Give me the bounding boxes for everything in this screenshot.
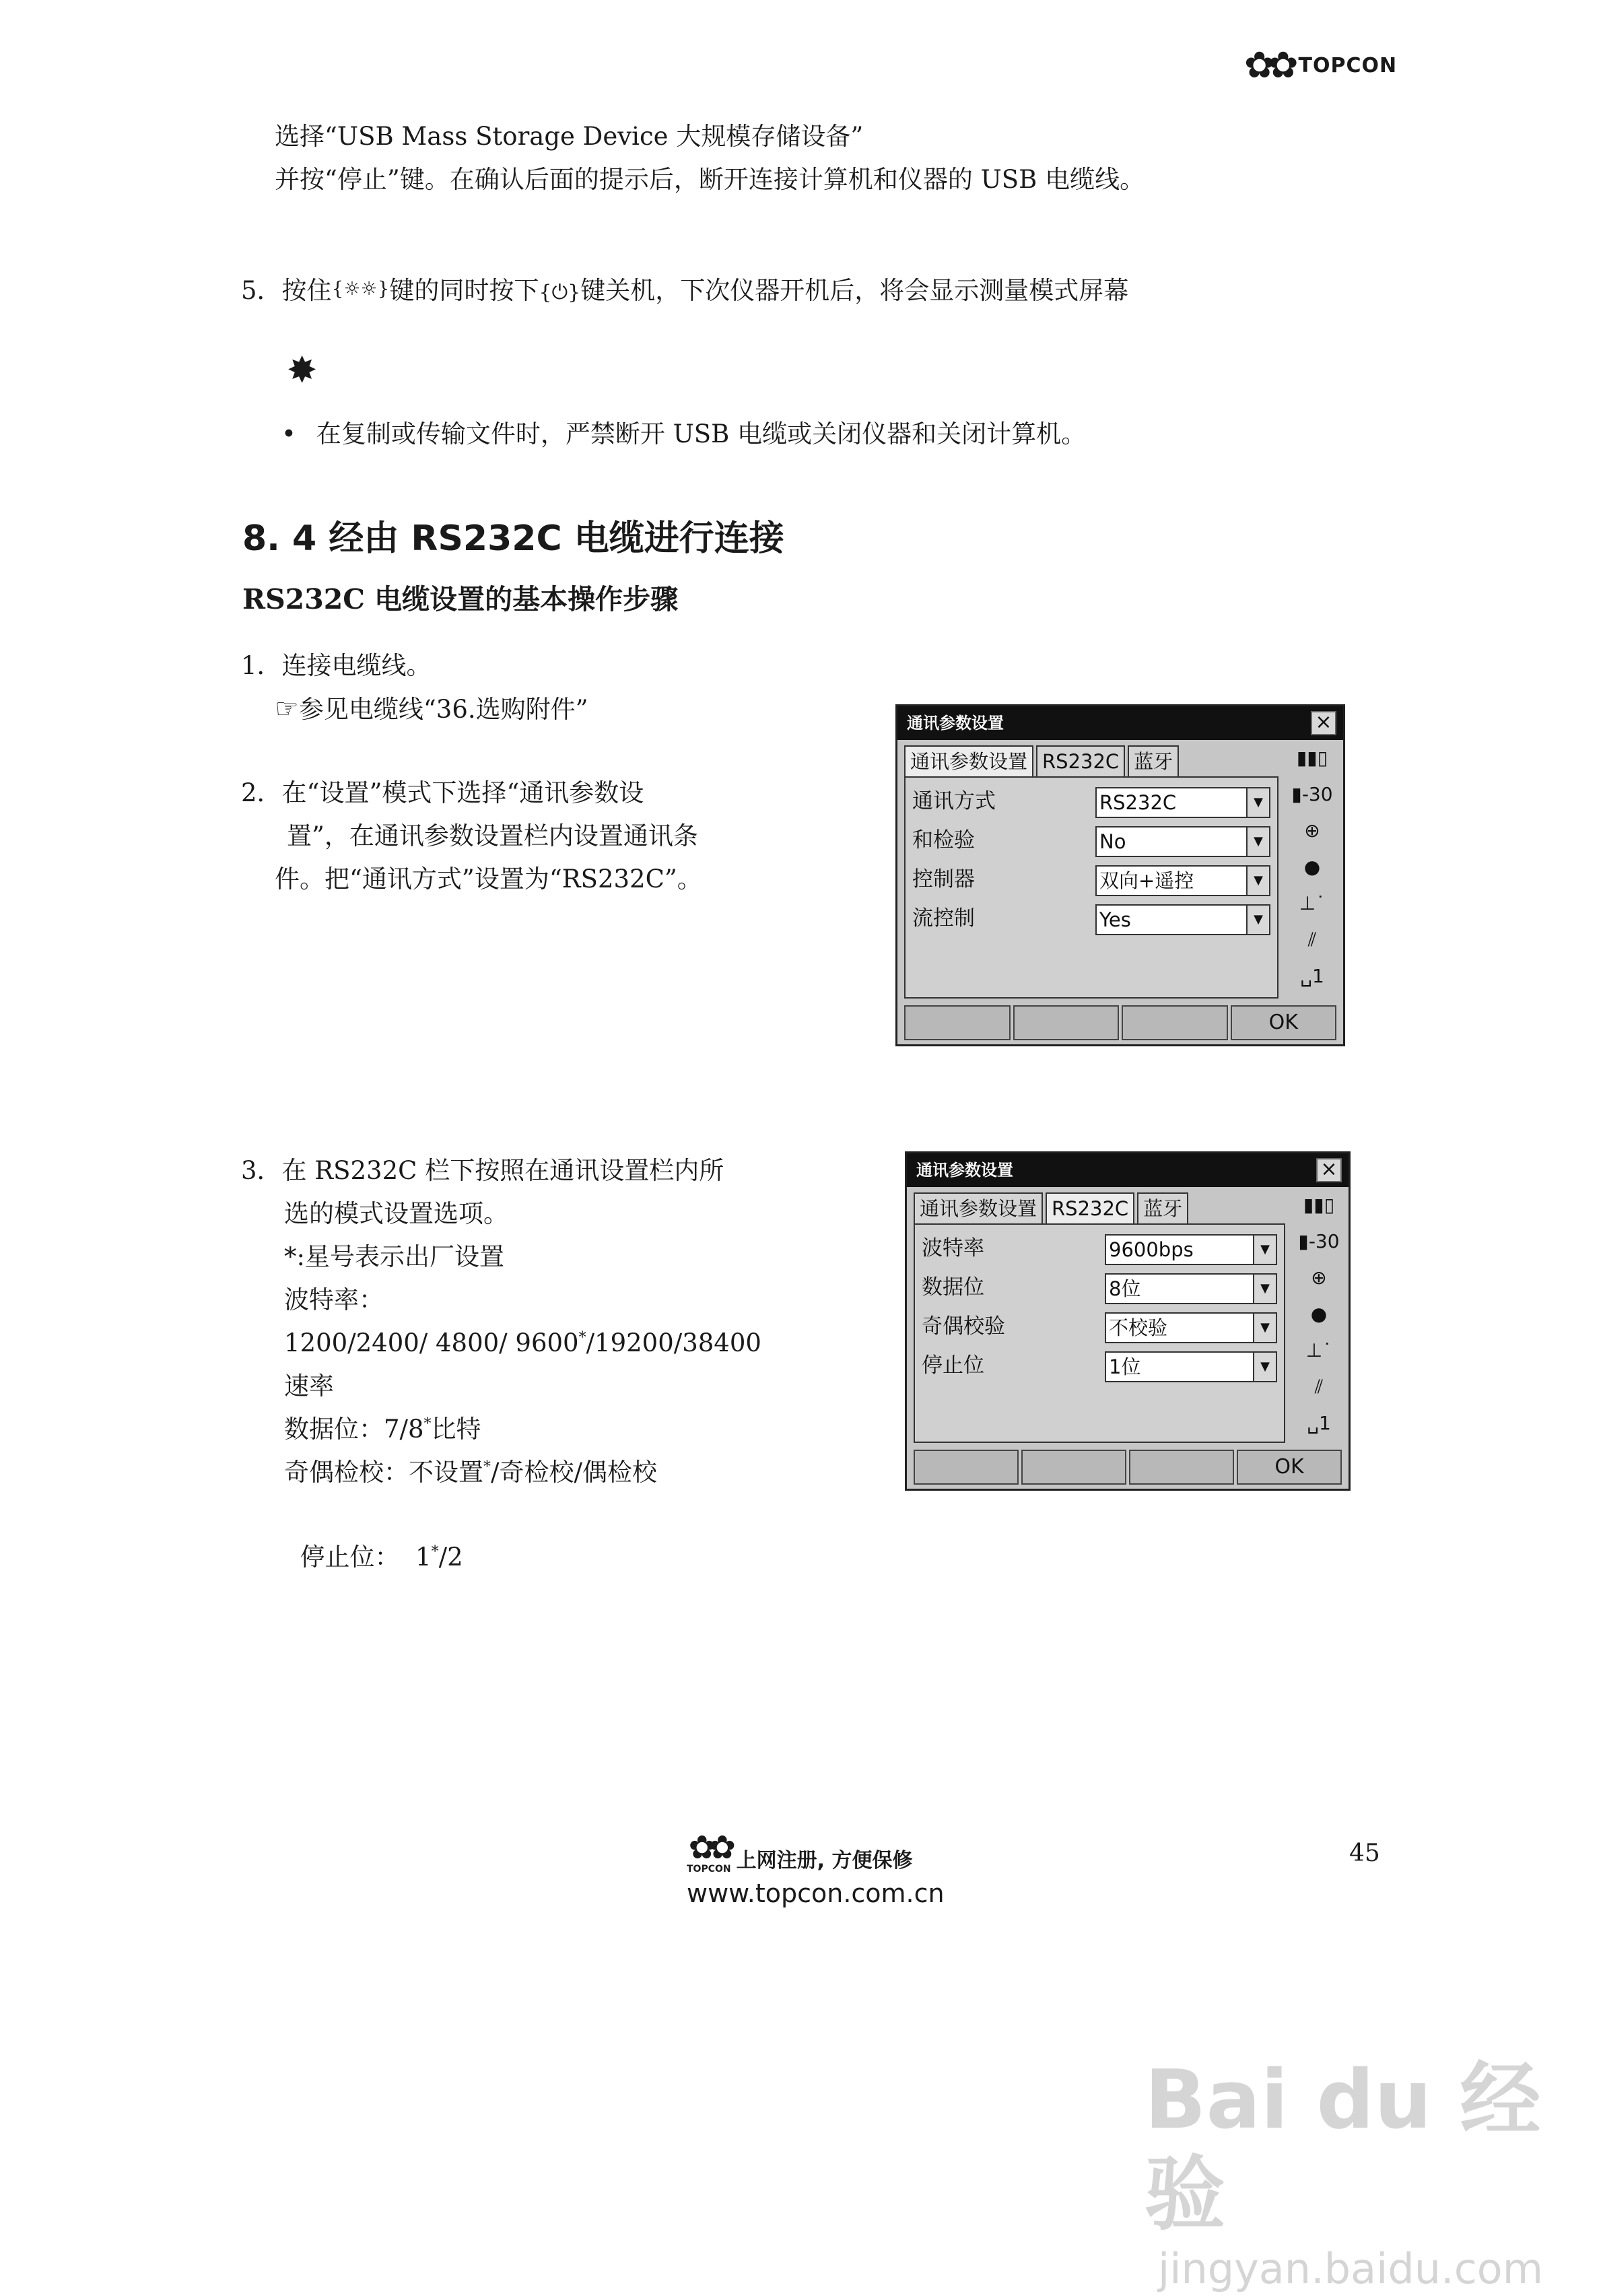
- stop-bit-select[interactable]: [1105, 1351, 1277, 1382]
- dropdown-arrow-icon[interactable]: ▼: [1253, 1275, 1276, 1303]
- default-star: *: [483, 1458, 491, 1476]
- close-icon[interactable]: ×: [1316, 1158, 1342, 1182]
- ok-button[interactable]: OK: [1231, 1005, 1337, 1040]
- data-bits-label: 数据位: [922, 1275, 984, 1299]
- stop-bit-value: 1位: [1109, 1355, 1141, 1378]
- footer-slogan: 上网注册, 方便保修: [736, 1849, 913, 1872]
- section-title: 8. 4 经由 RS232C 电缆进行连接: [242, 518, 784, 559]
- flow-control-label: 流控制: [912, 906, 975, 931]
- setting-row: [922, 1310, 1274, 1343]
- dropdown-arrow-icon[interactable]: ▼: [1246, 788, 1269, 817]
- page-number: 45: [1349, 1839, 1380, 1867]
- rate-label: 速率: [284, 1372, 334, 1400]
- communication-icon: ⫽: [1307, 928, 1317, 951]
- prism-constant-icon: ▮-30: [1291, 783, 1333, 805]
- softkey-1[interactable]: [914, 1450, 1019, 1485]
- comm-mode-value: RS232C: [1099, 791, 1177, 814]
- screen-1-panel: [904, 776, 1278, 999]
- target-icon: ⊕: [1311, 1267, 1327, 1289]
- tab-bluetooth[interactable]: 蓝牙: [1128, 745, 1179, 778]
- softkey-bar: [904, 1005, 1336, 1040]
- tab-comm-settings[interactable]: 通讯参数设置: [914, 1192, 1043, 1225]
- comm-mode-label: 通讯方式: [912, 789, 996, 813]
- topcon-logo-icon: ✿✿: [1244, 44, 1292, 86]
- usb-stop-line: 并按“停止”键。在确认后面的提示后，断开连接计算机和仪器的 USB 电缆线。: [275, 165, 1145, 194]
- softkey-2[interactable]: [1013, 1005, 1120, 1040]
- step-5-rest: 键关机，下次仪器开机后，将会显示测量模式屏幕: [580, 276, 1129, 305]
- data-bits-select[interactable]: [1105, 1273, 1277, 1304]
- checksum-value: No: [1099, 830, 1126, 853]
- parity-value: 不校验: [1109, 1316, 1168, 1339]
- controller-select[interactable]: [1095, 865, 1270, 896]
- step-3-line-1: 3．在 RS232C 栏下按照在通讯设置栏内所: [241, 1156, 724, 1185]
- setting-row: [922, 1271, 1274, 1304]
- bullet: •: [281, 419, 296, 448]
- input-mode-icon: ␣1: [1300, 965, 1324, 987]
- parity-label: 奇偶校验: [922, 1314, 1005, 1339]
- baud-rate-values-rest: /19200/38400: [586, 1328, 761, 1357]
- topcon-header-logo: [1244, 44, 1398, 86]
- parity-values-rest: /奇检校/偶检校: [491, 1458, 657, 1487]
- comm-mode-select[interactable]: [1095, 787, 1270, 818]
- tab-comm-settings[interactable]: 通讯参数设置: [904, 745, 1033, 778]
- step-1-ref: [275, 688, 588, 731]
- dropdown-arrow-icon[interactable]: ▼: [1253, 1353, 1276, 1381]
- baidu-watermark-brand: Bai du 经验: [1145, 2054, 1541, 2241]
- step-1: 1．连接电缆线。: [241, 651, 432, 680]
- flow-control-value: Yes: [1099, 908, 1131, 931]
- factory-default-note: *:星号表示出厂设置: [284, 1242, 504, 1271]
- baud-rate-label: 波特率: [922, 1236, 984, 1260]
- parity-options: [284, 1452, 657, 1493]
- caution-note: [281, 413, 1086, 455]
- default-star: *: [578, 1329, 586, 1347]
- controller-value: 双向+遥控: [1099, 869, 1194, 892]
- laser-icon: ●: [1310, 1303, 1328, 1325]
- setting-row: [912, 784, 1268, 818]
- step-2-line-1: 2．在“设置”模式下选择“通讯参数设: [241, 778, 644, 807]
- default-star: *: [423, 1415, 432, 1433]
- footer-url[interactable]: www.topcon.com.cn: [687, 1879, 945, 1908]
- data-bits-value: 8位: [1109, 1277, 1141, 1300]
- ok-button[interactable]: OK: [1237, 1450, 1342, 1485]
- step-5-mid: 键的同时按下: [389, 276, 539, 305]
- tab-bluetooth[interactable]: 蓝牙: [1137, 1192, 1188, 1225]
- close-icon[interactable]: ×: [1311, 711, 1336, 735]
- baud-rate-value: 9600bps: [1109, 1238, 1194, 1261]
- step-1-ref-text: 参见电缆线“36.选购附件”: [298, 695, 588, 724]
- dropdown-arrow-icon[interactable]: ▼: [1253, 1236, 1276, 1264]
- step-2-line-2: 置”，在通讯参数设置栏内设置通讯条: [287, 821, 698, 850]
- laser-icon: ●: [1303, 856, 1321, 878]
- screen-2-tabs: [914, 1192, 1191, 1225]
- stop-bit-values-rest: /2: [438, 1543, 463, 1572]
- caution-text: 在复制或传输文件时，严禁断开 USB 电缆或关闭仪器和关闭计算机。: [316, 419, 1087, 448]
- tab-rs232c[interactable]: RS232C: [1046, 1192, 1134, 1225]
- tilt-icon: ⊥˙: [1299, 892, 1326, 914]
- step-5-prefix: 5．按住: [241, 276, 332, 305]
- default-star: *: [431, 1543, 439, 1561]
- setting-row: [922, 1349, 1274, 1382]
- checksum-label: 和检验: [912, 828, 975, 852]
- section-subtitle: RS232C 电缆设置的基本操作步骤: [242, 583, 679, 615]
- setting-row: [922, 1231, 1274, 1265]
- screen-2-title: 通讯参数设置: [907, 1153, 1349, 1187]
- baud-rate-select[interactable]: [1105, 1234, 1277, 1265]
- footer-topcon-word: TOPCON: [687, 1864, 731, 1875]
- data-bits-unit: 比特: [431, 1415, 481, 1444]
- setting-row: [912, 823, 1268, 857]
- reference-hand-icon: ☞: [275, 694, 299, 724]
- setting-row: [912, 902, 1268, 935]
- caution-icon: ✸: [287, 349, 318, 391]
- baud-rate-values: 1200/2400/ 4800/ 9600: [284, 1328, 579, 1357]
- comm-settings-screen-2: [905, 1151, 1351, 1491]
- baidu-watermark: [1145, 2054, 1603, 2296]
- dropdown-arrow-icon[interactable]: ▼: [1246, 828, 1269, 856]
- parity-select[interactable]: [1105, 1312, 1277, 1343]
- step-2-line-3: 件。把“通讯方式”设置为“RS232C”。: [275, 865, 702, 893]
- step-3-line-2: 选的模式设置选项。: [284, 1199, 508, 1228]
- flow-control-select[interactable]: [1095, 904, 1270, 935]
- communication-icon: ⫽: [1314, 1376, 1324, 1398]
- baud-rate-options: [284, 1322, 761, 1364]
- parity-values: 奇偶检校：不设置: [284, 1458, 483, 1487]
- screen-1-tabs: [904, 745, 1182, 778]
- step-5: [241, 268, 1128, 314]
- status-icon-column: [1295, 1187, 1343, 1478]
- dropdown-arrow-icon[interactable]: ▼: [1246, 867, 1269, 895]
- softkey-2[interactable]: [1021, 1450, 1126, 1485]
- status-icon-column: [1288, 740, 1336, 1031]
- screen-1-title: 通讯参数设置: [897, 706, 1343, 740]
- baidu-watermark-url: jingyan.baidu.com: [1158, 2244, 1544, 2293]
- topcon-logo-icon: ✿✿: [688, 1829, 730, 1866]
- softkey-3[interactable]: [1129, 1450, 1234, 1485]
- footer-logo-block: [687, 1831, 945, 1910]
- prism-constant-icon: ▮-30: [1298, 1230, 1340, 1252]
- softkey-1[interactable]: [904, 1005, 1011, 1040]
- power-key-icon: {⏻}: [539, 281, 581, 304]
- dropdown-arrow-icon[interactable]: ▼: [1246, 906, 1269, 934]
- controller-label: 控制器: [912, 867, 975, 891]
- usb-select-line: 选择“USB Mass Storage Device 大规模存储设备”: [275, 122, 864, 151]
- battery-icon: ▮▮▯: [1303, 1194, 1335, 1216]
- checksum-select[interactable]: [1095, 826, 1270, 857]
- data-bits-options: [284, 1409, 481, 1450]
- topcon-wordmark: TOPCON: [1298, 53, 1398, 77]
- softkey-3[interactable]: [1122, 1005, 1228, 1040]
- baud-rate-heading: 波特率：: [284, 1285, 384, 1314]
- comm-settings-screen-1: [895, 704, 1345, 1046]
- screen-2-panel: [914, 1223, 1285, 1443]
- tab-rs232c[interactable]: RS232C: [1036, 745, 1125, 778]
- softkey-bar: [914, 1450, 1342, 1485]
- tilt-icon: ⊥˙: [1305, 1339, 1332, 1361]
- target-icon: ⊕: [1304, 819, 1320, 842]
- stop-bit-options: [284, 1495, 463, 1578]
- battery-icon: ▮▮▯: [1296, 747, 1328, 769]
- light-key-icon: {☼☼}: [331, 277, 390, 300]
- data-bits-values: 数据位：7/8: [284, 1415, 424, 1444]
- stop-bit-values: 停止位： 1: [300, 1543, 432, 1572]
- stop-bit-label: 停止位: [922, 1353, 984, 1378]
- setting-row: [912, 863, 1268, 896]
- dropdown-arrow-icon[interactable]: ▼: [1253, 1314, 1276, 1342]
- input-mode-icon: ␣1: [1307, 1412, 1331, 1434]
